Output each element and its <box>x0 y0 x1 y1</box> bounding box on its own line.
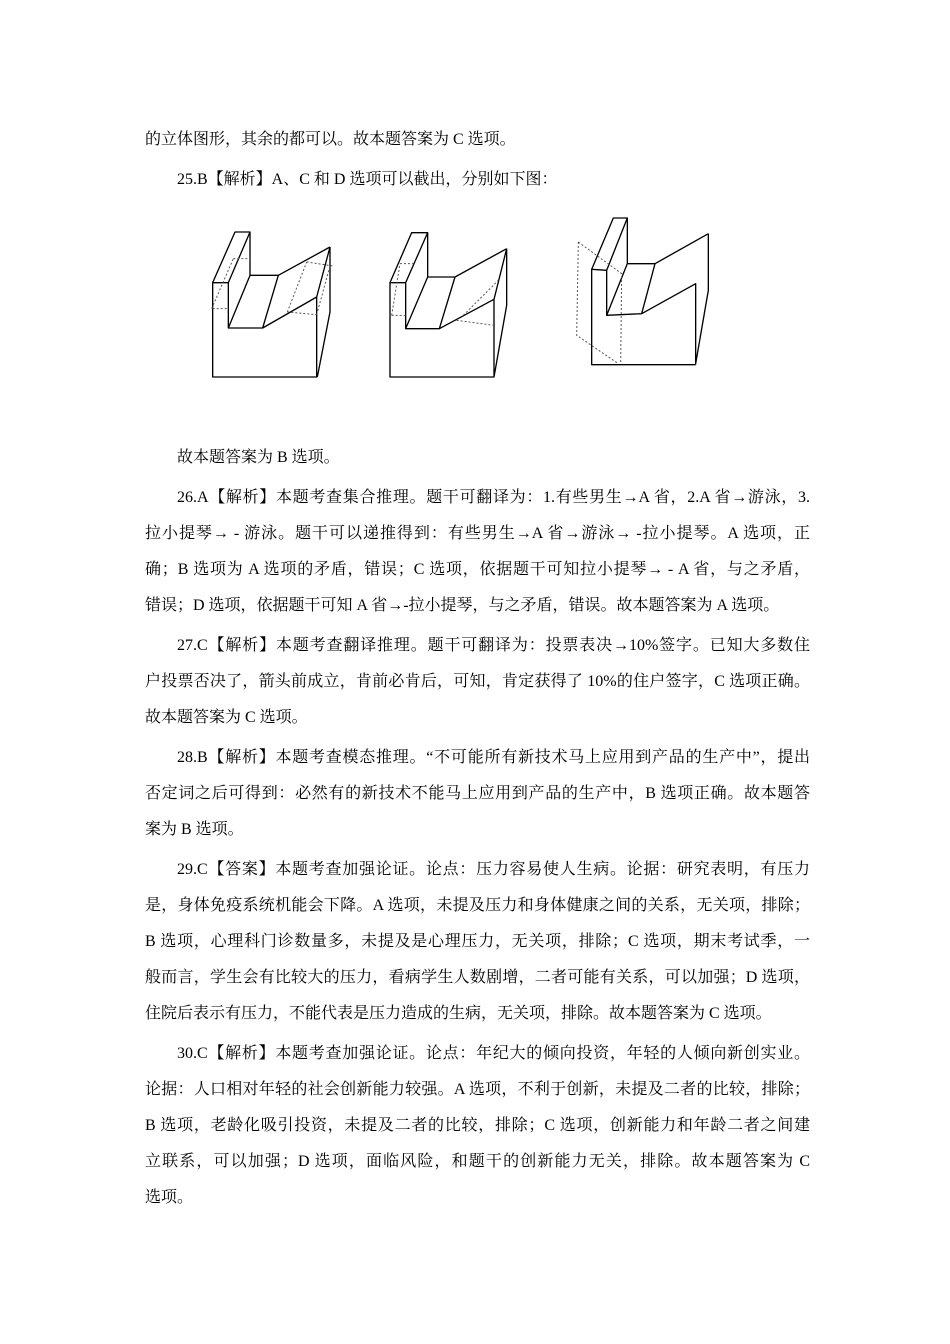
text-line: 26.A【解析】本题考查集合推理。题干可翻译为：1.有些男生→A 省，2.A 省→游泳，3. <box>177 489 810 506</box>
text-line: 拉小提琴→ - 游泳。题干可以递推得到：有些男生→A 省→游泳→ -拉小提琴。A 选项，正 <box>145 525 810 542</box>
paragraph <box>145 126 810 162</box>
paragraph <box>145 632 810 740</box>
text-line: 选项。 <box>145 1189 194 1206</box>
paragraph <box>145 484 810 628</box>
figure-a <box>212 232 334 377</box>
text-line: 立联系，可以加强；D 选项，面临风险，和题干的创新能力无关，排除。故本题答案为 C <box>145 1153 810 1170</box>
paragraph <box>145 856 810 1036</box>
text-line: 的立体图形，其余的都可以。故本题答案为 C 选项。 <box>145 131 516 148</box>
text-line: 29.C【答案】本题考查加强论证。论点：压力容易使人生病。论据：研究表明，有压力 <box>177 861 810 878</box>
text-line: B 选项，老龄化吸引投资，未提及二者的比较，排除；C 选项，创新能力和年龄二者之间建 <box>145 1117 810 1134</box>
text-line: 户投票否决了，箭头前成立，肯前必肯后，可知，肯定获得了 10%的住户签字，C 选项正确。 <box>145 673 810 690</box>
text-line: 论据：人口相对年轻的社会创新能力较强。A 选项，不利于创新，未提及二者的比较，排除； <box>145 1081 810 1098</box>
text-line: 错误；D 选项，依据题干可知 A 省→-拉小提琴，与之矛盾，错误。故本题答案为 A 选项。 <box>145 597 780 614</box>
text-line: B 选项，心理科门诊数量多，未提及是心理压力，无关项，排除；C 选项，期末考试季，一 <box>145 933 810 950</box>
paragraph <box>145 166 810 202</box>
text-line: 25.B【解析】A、C 和 D 选项可以截出，分别如下图： <box>177 171 558 188</box>
text-line: 30.C【解析】本题考查加强论证。论点：年纪大的倾向投资，年轻的人倾向新创实业。 <box>177 1045 810 1062</box>
paragraph <box>145 1040 810 1220</box>
text-line: 是，身体免疫系统机能会下降。A 选项，未提及压力和身体健康之间的关系，无关项，排除； <box>145 897 810 914</box>
document-page <box>145 126 810 1224</box>
text-line: 27.C【解析】本题考查翻译推理。题干可翻译为：投票表决→10%签字。已知大多数住 <box>177 637 810 654</box>
text-line: 故本题答案为 C 选项。 <box>145 709 308 726</box>
text-line: 住院后表示有压力，不能代表是压力造成的生病，无关项，排除。故本题答案为 C 选项。 <box>145 1005 772 1022</box>
text-line: 确；B 选项为 A 选项的矛盾，错误；C 选项，依据题干可知拉小提琴→ - A 省，与之矛盾， <box>145 561 810 578</box>
paragraph <box>145 744 810 852</box>
paragraph <box>145 444 810 480</box>
text-line: 否定词之后可得到：必然有的新技术不能马上应用到产品的生产中，B 选项正确。故本题答 <box>145 785 810 802</box>
figure-c <box>390 233 507 377</box>
text-line: 般而言，学生会有比较大的压力，看病学生人数剧增，二者可能有关系，可以加强；D 选项， <box>145 969 810 986</box>
solid-figures-illustration <box>200 212 780 382</box>
text-line: 案为 B 选项。 <box>145 821 244 838</box>
figure-container <box>145 212 810 444</box>
text-line: 28.B【解析】本题考查模态推理。“不可能所有新技术马上应用到产品的生产中”，提出 <box>177 749 810 766</box>
text-line: 故本题答案为 B 选项。 <box>177 449 340 466</box>
figure-d <box>577 218 709 365</box>
